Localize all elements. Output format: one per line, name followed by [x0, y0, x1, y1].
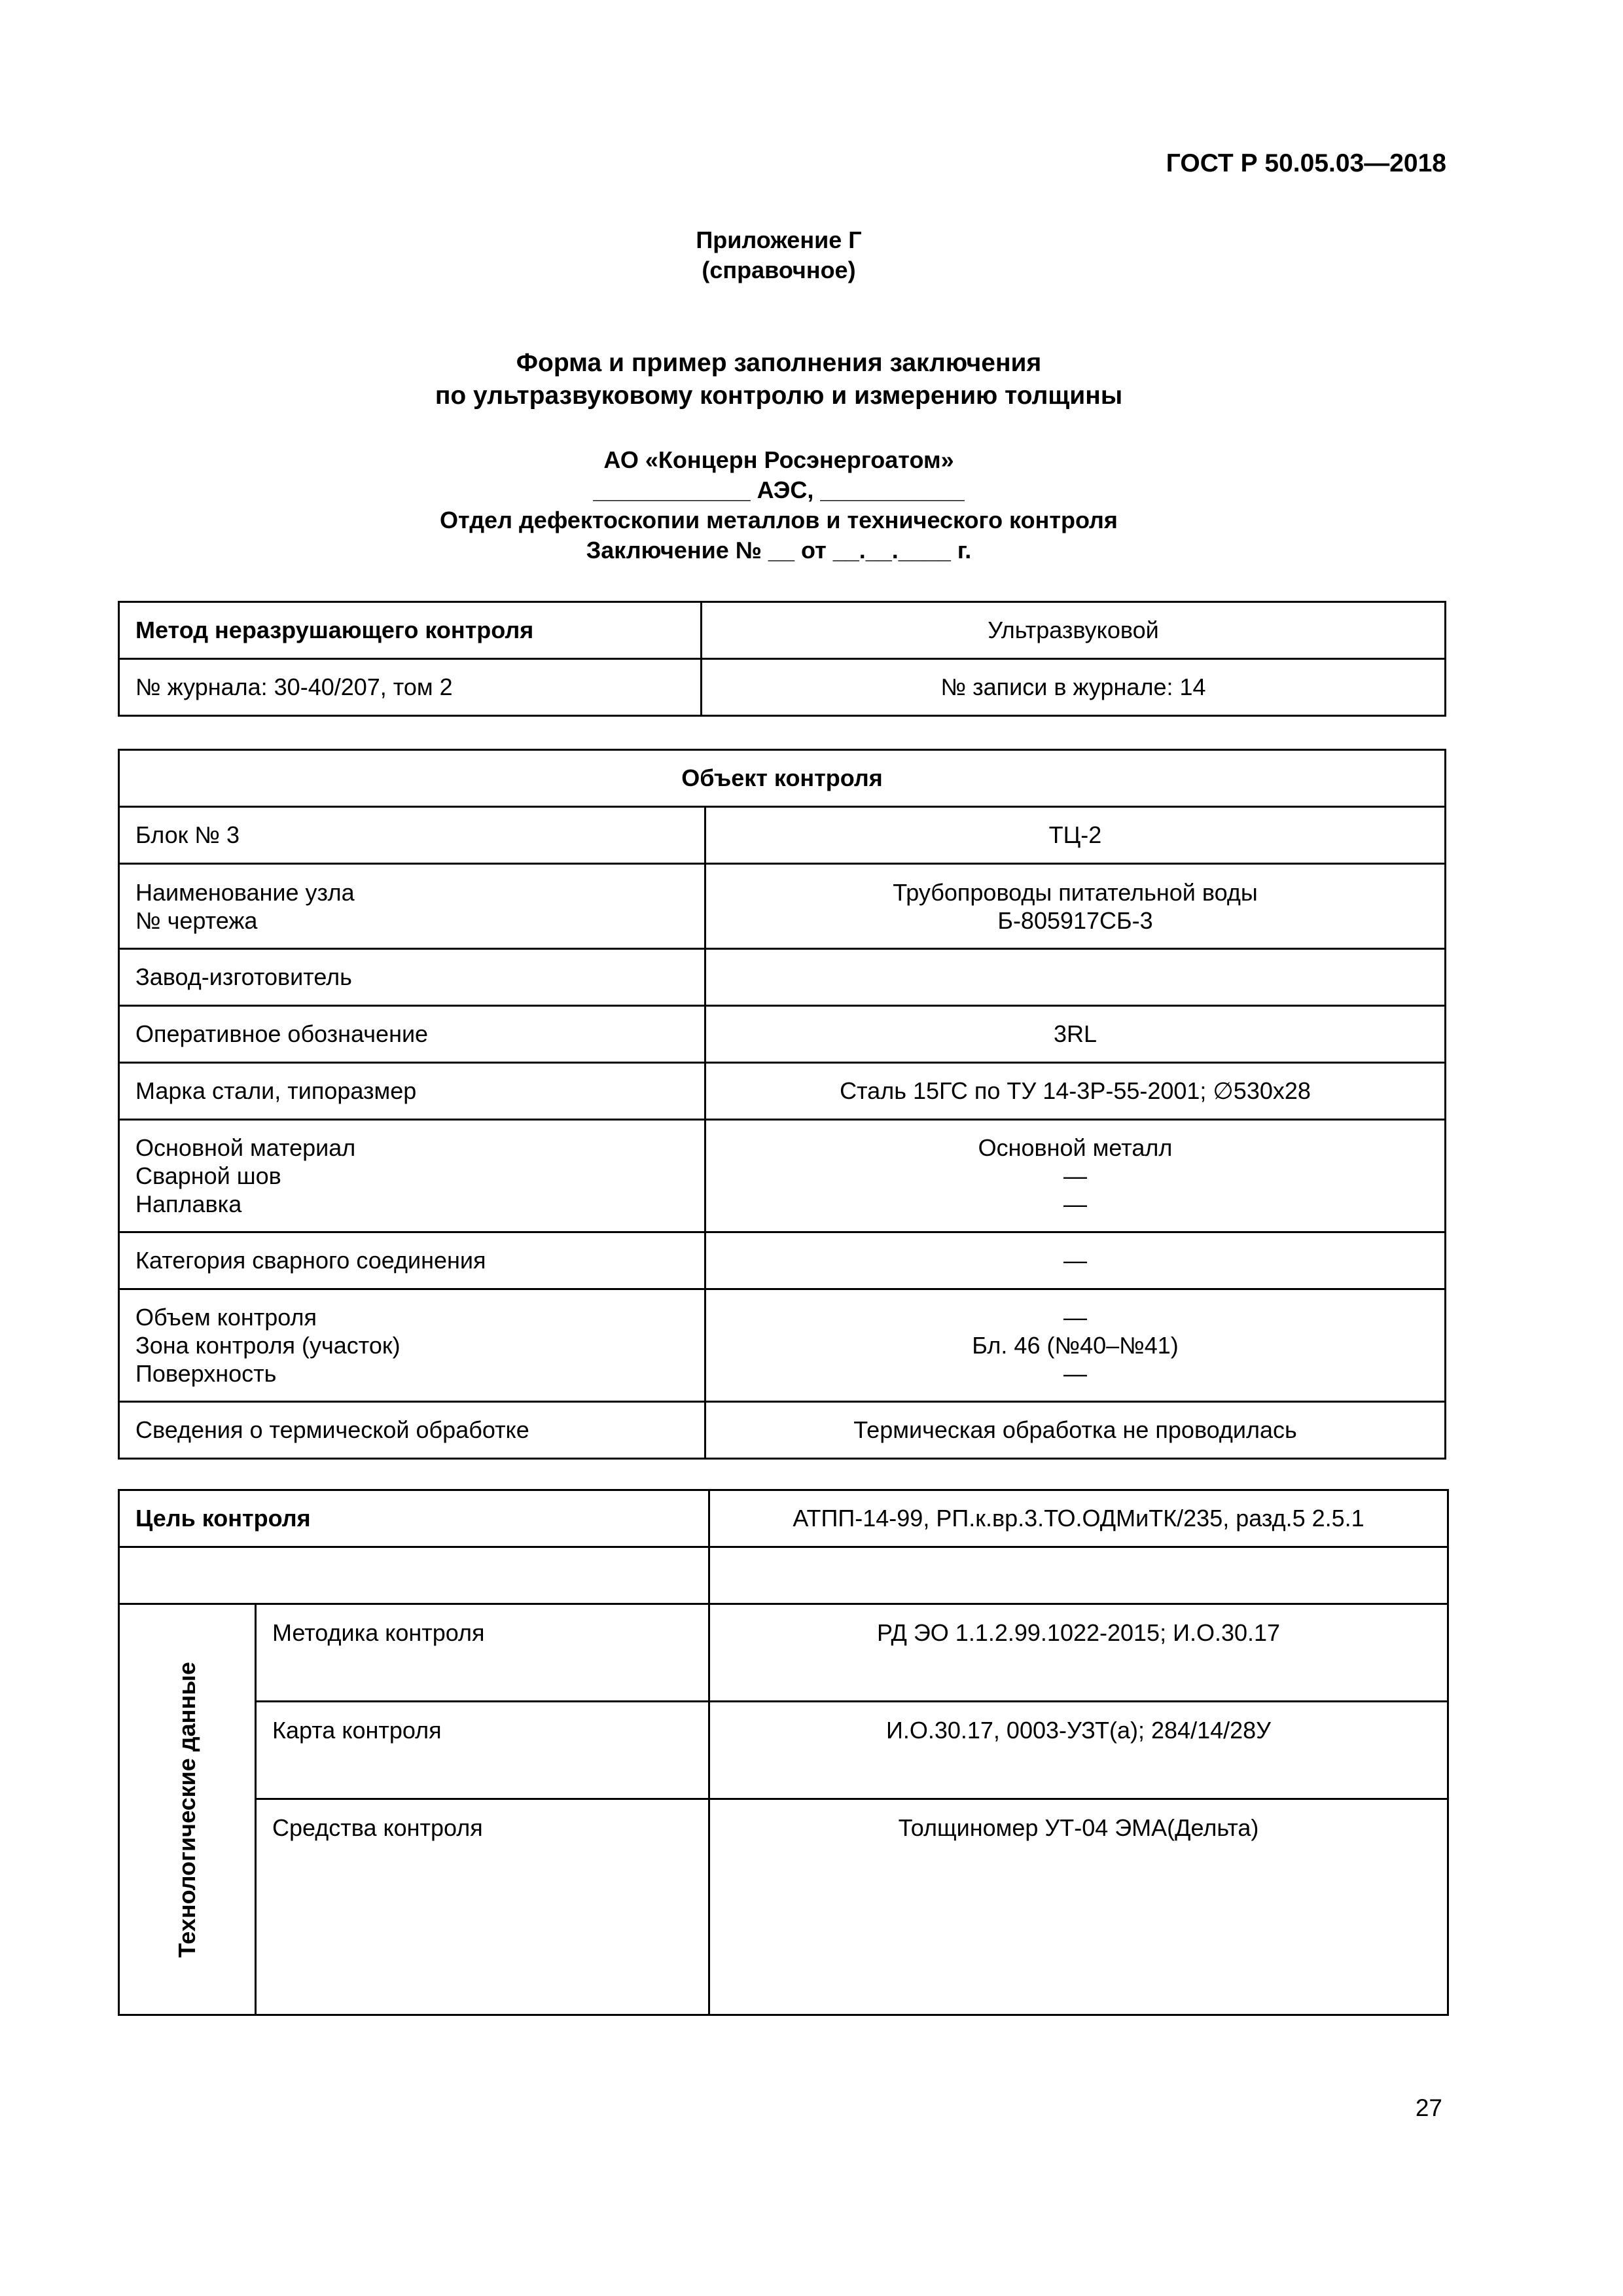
tech-data-vertical-label: Технологические данные — [173, 1661, 200, 1958]
form-title — [0, 347, 1558, 412]
tech-row-label: Методика контроля — [256, 1604, 709, 1702]
form-title-line2: по ультразвуковому контролю и измерению толщины — [435, 382, 1123, 410]
object-row-value: Сталь 15ГС по ТУ 14-3Р-55-2001; ∅530х28 — [705, 1063, 1446, 1120]
object-row-value: ТЦ-2 — [705, 807, 1446, 864]
empty-cell — [119, 1547, 709, 1604]
tech-row-label: Средства контроля — [256, 1799, 709, 2015]
journal-record: № записи в журнале: 14 — [702, 659, 1446, 716]
label-line: № чертежа — [135, 906, 258, 934]
object-row-label: Блок № 3 — [119, 807, 705, 864]
company-name: АО «Концерн Росэнергоатом» — [603, 446, 954, 473]
object-table — [118, 749, 1446, 1460]
label-line: Зона контроля (участок) — [135, 1332, 401, 1359]
object-row-label — [119, 864, 705, 949]
object-row-value: Термическая обработка не проводилась — [705, 1402, 1446, 1459]
label-line: Объем контроля — [135, 1304, 317, 1331]
method-value: Ультразвуковой — [702, 602, 1446, 659]
organization-block — [0, 445, 1558, 565]
appendix-heading — [0, 225, 1558, 285]
object-row-label: Оперативное обозначение — [119, 1006, 705, 1063]
tech-data-vertical-cell — [119, 1604, 256, 2015]
value-line: Трубопроводы питательной воды — [893, 878, 1258, 906]
object-row-label: Сведения о термической обработке — [119, 1402, 705, 1459]
object-row-value: — — [705, 1232, 1446, 1289]
label-line: Наплавка — [135, 1191, 242, 1217]
label-line: Наименование узла — [135, 878, 355, 906]
object-row-value: 3RL — [705, 1006, 1446, 1063]
value-line: Основной металл — [978, 1134, 1173, 1161]
department-name: Отдел дефектоскопии металлов и технического контроля — [440, 507, 1118, 533]
tech-row-value: Толщиномер УТ-04 ЭМА(Дельта) — [709, 1799, 1448, 2015]
label-line: Сварной шов — [135, 1162, 281, 1189]
conclusion-number: Заключение № __ от __.__.____ г. — [586, 537, 972, 564]
tech-row-value: РД ЭО 1.1.2.99.1022-2015; И.О.30.17 — [709, 1604, 1448, 1702]
appendix-type: (справочное) — [702, 257, 856, 283]
value-line: — — [1063, 1304, 1087, 1331]
journal-number: № журнала: 30-40/207, том 2 — [119, 659, 702, 716]
object-row-label — [119, 1289, 705, 1402]
tech-row-label: Карта контроля — [256, 1702, 709, 1799]
goal-value: АТПП-14-99, РП.к.вр.3.ТО.ОДМиТК/235, разд.5 2.5.1 — [709, 1490, 1448, 1547]
plant-line: ____________ АЭС, ___________ — [593, 476, 965, 503]
standard-number: ГОСТ Р 50.05.03—2018 — [1166, 149, 1446, 177]
object-row-label: Марка стали, типоразмер — [119, 1063, 705, 1120]
object-row-label: Категория сварного соединения — [119, 1232, 705, 1289]
object-row-value — [705, 864, 1446, 949]
value-line: Бл. 46 (№40–№41) — [972, 1332, 1179, 1359]
method-table — [118, 601, 1446, 717]
object-row-value — [705, 949, 1446, 1006]
value-line: Б-805917СБ-3 — [997, 906, 1153, 934]
empty-cell — [709, 1547, 1448, 1604]
object-row-label — [119, 1120, 705, 1232]
label-line: Основной материал — [135, 1134, 356, 1161]
tech-row-value: И.О.30.17, 0003-УЗТ(а); 284/14/28У — [709, 1702, 1448, 1799]
label-line: Поверхность — [135, 1360, 277, 1387]
method-label: Метод неразрушающего контроля — [119, 602, 702, 659]
value-line: — — [1063, 1360, 1087, 1387]
object-row-value — [705, 1289, 1446, 1402]
goal-label: Цель контроля — [119, 1490, 709, 1547]
appendix-title: Приложение Г — [696, 226, 862, 253]
object-row-value — [705, 1120, 1446, 1232]
technology-table — [118, 1489, 1449, 2016]
value-line: — — [1063, 1191, 1087, 1217]
object-row-label: Завод-изготовитель — [119, 949, 705, 1006]
value-line: — — [1063, 1162, 1087, 1189]
form-title-line1: Форма и пример заполнения заключения — [516, 349, 1042, 377]
page-number: 27 — [1415, 2094, 1442, 2121]
object-header: Объект контроля — [119, 750, 1446, 807]
